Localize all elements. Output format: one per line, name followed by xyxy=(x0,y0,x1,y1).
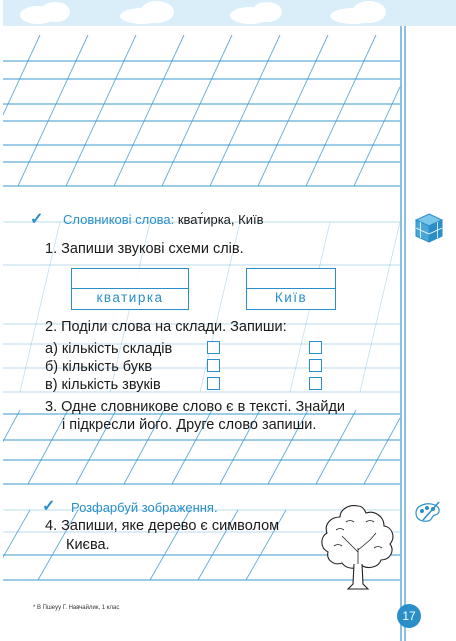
task4-line2: Києва. xyxy=(66,537,110,553)
scheme-word-1: кватирка xyxy=(96,290,164,305)
task3-line1: 3. Одне словникове слово є в тексті. Знайди xyxy=(45,399,346,415)
page-number: 17 xyxy=(397,604,421,628)
sound-scheme-box-1[interactable] xyxy=(71,268,189,310)
sound-scheme-box-2[interactable] xyxy=(246,268,336,310)
checkmark-icon: ✓ xyxy=(42,498,56,515)
palette-icon xyxy=(413,500,443,524)
task2-row-a: а) кількість складів xyxy=(45,341,173,357)
color-task-label: Розфарбуй зображення. xyxy=(71,500,218,515)
scheme-word-2: Київ xyxy=(274,290,308,305)
task1-text: 1. Запиши звукові схеми слів. xyxy=(45,241,244,257)
tree-illustration[interactable] xyxy=(318,500,398,592)
vocab-line xyxy=(63,212,263,227)
task2-row-c: в) кількість звуків xyxy=(45,377,161,393)
task3-line2: і підкресли його. Друге слово запиши. xyxy=(62,417,317,433)
answer-box-a1[interactable] xyxy=(207,341,220,354)
vocab-label: Словникові слова: xyxy=(63,212,175,227)
cube-icon xyxy=(414,212,444,244)
checkmark-icon: ✓ xyxy=(30,211,44,228)
answer-box-c1[interactable] xyxy=(207,377,220,390)
answer-box-b1[interactable] xyxy=(207,359,220,372)
vocab-words: кват́ирка, Київ xyxy=(177,212,264,227)
answer-box-b2[interactable] xyxy=(309,359,322,372)
task2-row-b: б) кількість букв xyxy=(45,359,153,375)
footer-credit: * В Пшеуу Г. Навчайлик, 1 клас xyxy=(33,605,120,611)
task2-text: 2. Поділи слова на склади. Запиши: xyxy=(45,319,287,335)
answer-box-c2[interactable] xyxy=(309,377,322,390)
answer-box-a2[interactable] xyxy=(309,341,322,354)
task4-line1: 4. Запиши, яке дерево є символом xyxy=(45,518,280,534)
